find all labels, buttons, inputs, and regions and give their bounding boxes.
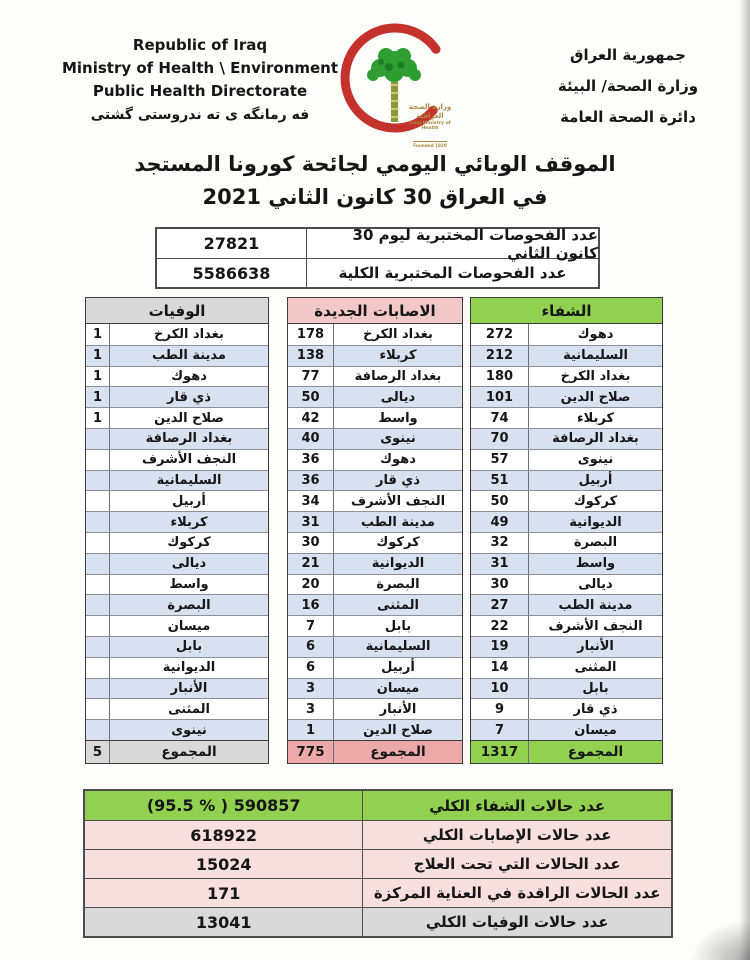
summary-row [85,791,671,820]
province-name: صلاح الدين [529,387,662,407]
province-row [288,636,462,657]
province-value [86,699,110,719]
header-arabic-line: دائرة الصحة العامة [560,108,696,126]
province-name: بغداد الكرخ [154,326,224,342]
province-row [471,698,662,719]
total-tests-row [157,258,598,287]
deaths-table [85,297,269,764]
province-value: 74 [471,408,529,428]
header-english-line: Republic of Iraq [132,36,268,54]
summary-label: عدد حالات الإصابات الكلي [363,821,671,849]
province-name: ميسان [334,679,462,699]
province-name: ديالى [334,387,462,407]
province-row [86,594,268,615]
province-name: دهوك [380,452,416,468]
summary-row [85,849,671,878]
header-arabic-line: جمهورية العراق [570,46,686,64]
summary-label: عدد الحالات التي تحت العلاج [363,850,671,878]
province-name: ذي قار [573,701,618,717]
province-name: المثنى [574,660,617,676]
summary-label: عدد حالات الوفيات الكلي [363,908,671,936]
province-row [86,345,268,366]
province-row [471,594,662,615]
header-arabic-line: وزارة الصحة/ البيئة [557,77,699,95]
province-row [86,407,268,428]
total-row [471,740,662,763]
report-title-line1: الموقف الوبائي اليومي لجائحة كورونا المستجد [134,152,616,176]
tests-table [155,227,600,289]
province-value [86,491,110,511]
province-value: 40 [288,429,334,449]
province-value: 7 [471,720,529,740]
logo-founded: Founded 1920 [413,142,447,148]
province-value: 6 [288,658,334,678]
province-value [86,616,110,636]
province-name: كربلاء [334,346,462,366]
province-row [471,490,662,511]
province-row [86,470,268,491]
province-name: النجف الأشرف [141,452,237,468]
province-name: بغداد الرصافة [110,429,268,449]
province-name: بغداد الكرخ [560,368,631,384]
province-value: 178 [288,324,334,345]
province-value: 3 [288,699,334,719]
province-row [471,407,662,428]
province-value [86,658,110,678]
scan-shadow-right [739,0,750,960]
province-name: أربيل [529,471,662,491]
province-name: ميسان [529,720,662,740]
new-cases-table [287,297,463,764]
province-name: بغداد الرصافة [529,429,662,449]
province-row [86,490,268,511]
province-row [86,719,268,740]
header-arabic [528,40,728,133]
province-row [288,594,462,615]
province-row [86,678,268,699]
province-name: بغداد الرصافة [354,368,442,384]
province-value [86,575,110,595]
recovery-table-body [471,324,662,763]
province-row [288,386,462,407]
province-name: البصرة [110,595,268,615]
province-value: 42 [288,408,334,428]
summary-label: عدد حالات الشفاء الكلي [363,791,671,820]
province-name: مدينة الطب [529,595,662,615]
province-value [86,450,110,470]
province-name: بابل [110,637,268,657]
province-name: أربيل [381,660,415,676]
province-name: واسط [378,410,418,426]
province-value: 3 [288,679,334,699]
total-row [86,740,268,763]
total-label: المجموع [529,741,662,763]
province-name: الديوانية [162,660,216,676]
total-label: المجموع [334,741,462,763]
province-name: السليمانية [110,471,268,491]
province-value: 21 [288,554,334,574]
province-row [86,386,268,407]
province-row [288,657,462,678]
province-name: بابل [529,679,662,699]
province-row [288,345,462,366]
total-tests-value: 5586638 [157,259,307,287]
province-value: 272 [471,324,529,345]
province-value: 27 [471,595,529,615]
province-row [471,470,662,491]
header-english [32,34,368,127]
province-value: 36 [288,450,334,470]
logo-arabic-name: وزارة الصحة العراقية [408,103,452,120]
header-english-line: Ministry of Health \ Environment [61,59,339,77]
province-row [471,386,662,407]
province-row [288,449,462,470]
province-row [86,366,268,387]
province-row [288,574,462,595]
new-cases-table-header: الاصابات الجديدة [288,298,462,324]
province-value: 32 [471,533,529,553]
province-name: نينوى [110,720,268,740]
province-row [471,615,662,636]
ministry-logo [333,20,463,148]
province-value: 36 [288,471,334,491]
province-row [288,532,462,553]
province-name: واسط [529,554,662,574]
province-value [86,720,110,740]
province-value: 14 [471,658,529,678]
province-name: ذي قار [110,387,268,407]
province-name: النجف الأشرف [350,493,446,509]
province-row [471,678,662,699]
province-row [288,407,462,428]
province-name: مدينة الطب [110,346,268,366]
province-value: 7 [288,616,334,636]
province-value [86,512,110,532]
total-label: المجموع [110,741,268,763]
province-row [288,678,462,699]
province-value [86,595,110,615]
header-english-line: Public Health Directorate [92,82,308,100]
province-row [471,366,662,387]
province-value: 31 [288,512,334,532]
province-row [288,511,462,532]
daily-tests-row [157,225,598,262]
province-value [86,637,110,657]
province-row [86,615,268,636]
province-row [471,636,662,657]
daily-tests-label: عدد الفحوصات المختبرية ليوم 30 كانون الثاني [352,225,598,262]
province-value: 212 [471,346,529,366]
province-row [86,428,268,449]
province-row [288,698,462,719]
province-value [86,429,110,449]
province-name: البصرة [376,576,420,592]
province-row [86,324,268,345]
province-name: بابل [384,618,412,634]
province-value: 6 [288,637,334,657]
province-value: 1 [86,387,110,407]
total-row [288,740,462,763]
province-name: السليمانية [529,346,662,366]
summary-row [85,907,671,936]
summary-table [83,789,673,938]
province-value: 1 [86,367,110,387]
province-row [86,449,268,470]
logo-text [401,103,459,152]
province-value: 1 [288,720,334,740]
summary-value: 618922 [85,821,363,849]
deaths-table-body [86,324,268,763]
province-row [86,511,268,532]
recovery-table-header: الشفاء [471,298,662,324]
province-row [288,470,462,491]
province-value: 31 [471,554,529,574]
province-row [288,490,462,511]
total-value: 775 [288,741,334,763]
province-value: 20 [288,575,334,595]
report-title-line2: في العراق 30 كانون الثاني 2021 [202,185,548,209]
province-row [86,698,268,719]
province-row [471,553,662,574]
province-value [86,554,110,574]
province-name: صلاح الدين [154,410,224,426]
province-name: صلاح الدين [334,720,462,740]
province-value: 9 [471,699,529,719]
province-name: دهوك [577,326,614,342]
summary-value: (95.5 % ) 590857 [85,791,363,820]
province-value: 1 [86,408,110,428]
province-row [471,719,662,740]
province-row [86,657,268,678]
summary-value: 15024 [85,850,363,878]
province-value: 16 [288,595,334,615]
province-name: النجف الأشرف [548,618,643,634]
province-name: ديالى [578,576,613,592]
header-kurdish-line: فه رمانگه ی ته ندروستی گشتی [90,107,310,123]
province-row [86,553,268,574]
province-name: ذي قار [334,471,462,491]
total-value: 1317 [471,741,529,763]
province-row [288,366,462,387]
province-value: 1 [86,346,110,366]
logo-english-name: Iraqi Ministry of Health [409,120,451,132]
province-value: 50 [288,387,334,407]
province-row [288,615,462,636]
province-name: كركوك [573,493,618,509]
summary-value: 13041 [85,908,363,936]
total-tests-label: عدد الفحوصات المختبرية الكلية [338,264,567,282]
province-value [86,679,110,699]
province-row [471,511,662,532]
province-name: البصرة [573,535,618,551]
province-name: بغداد الكرخ [363,326,433,342]
province-value: 70 [471,429,529,449]
province-row [288,428,462,449]
province-row [288,553,462,574]
total-value: 5 [86,741,110,763]
province-row [471,657,662,678]
province-value: 101 [471,387,529,407]
province-row [86,636,268,657]
province-row [471,324,662,345]
province-row [471,428,662,449]
province-name: الأنبار [529,637,662,657]
province-name: نينوى [334,429,462,449]
province-name: كربلاء [110,512,268,532]
province-value: 50 [471,491,529,511]
province-name: كركوك [376,535,420,551]
report-title [0,148,750,214]
province-value: 180 [471,367,529,387]
province-name: الديوانية [529,512,662,532]
province-name: واسط [169,576,209,592]
summary-row [85,820,671,849]
province-name: السليمانية [334,637,462,657]
province-name: الديوانية [334,554,462,574]
province-value: 57 [471,450,529,470]
province-value: 77 [288,367,334,387]
province-row [471,574,662,595]
province-name: الأنبار [379,701,417,717]
province-name: الأنبار [110,679,268,699]
summary-row [85,878,671,907]
province-row [288,324,462,345]
province-value: 49 [471,512,529,532]
summary-value: 171 [85,879,363,907]
province-row [471,449,662,470]
province-row [86,574,268,595]
province-name: دهوك [171,368,207,384]
province-row [86,532,268,553]
province-row [471,532,662,553]
daily-tests-value: 27821 [157,229,307,258]
province-value: 22 [471,616,529,636]
recovery-table [470,297,663,764]
province-name: المثنى [334,595,462,615]
new-cases-table-body [288,324,462,763]
province-name: نينوى [577,452,614,468]
province-value [86,471,110,491]
deaths-table-header: الوفيات [86,298,268,324]
province-name: مدينة الطب [334,512,462,532]
province-value: 30 [288,533,334,553]
province-name: أربيل [172,493,206,509]
province-value: 19 [471,637,529,657]
province-value [86,533,110,553]
province-row [471,345,662,366]
province-value: 10 [471,679,529,699]
summary-label: عدد الحالات الراقدة في العناية المركزة [363,879,671,907]
province-row [288,719,462,740]
scan-shadow-corner [690,920,750,960]
province-name: ميسان [167,618,211,634]
province-name: كركوك [167,535,211,551]
province-value: 1 [86,324,110,345]
province-value: 138 [288,346,334,366]
province-name: ديالى [110,554,268,574]
province-name: المثنى [168,701,210,717]
province-value: 51 [471,471,529,491]
province-name: كربلاء [576,410,615,426]
province-value: 30 [471,575,529,595]
province-value: 34 [288,491,334,511]
